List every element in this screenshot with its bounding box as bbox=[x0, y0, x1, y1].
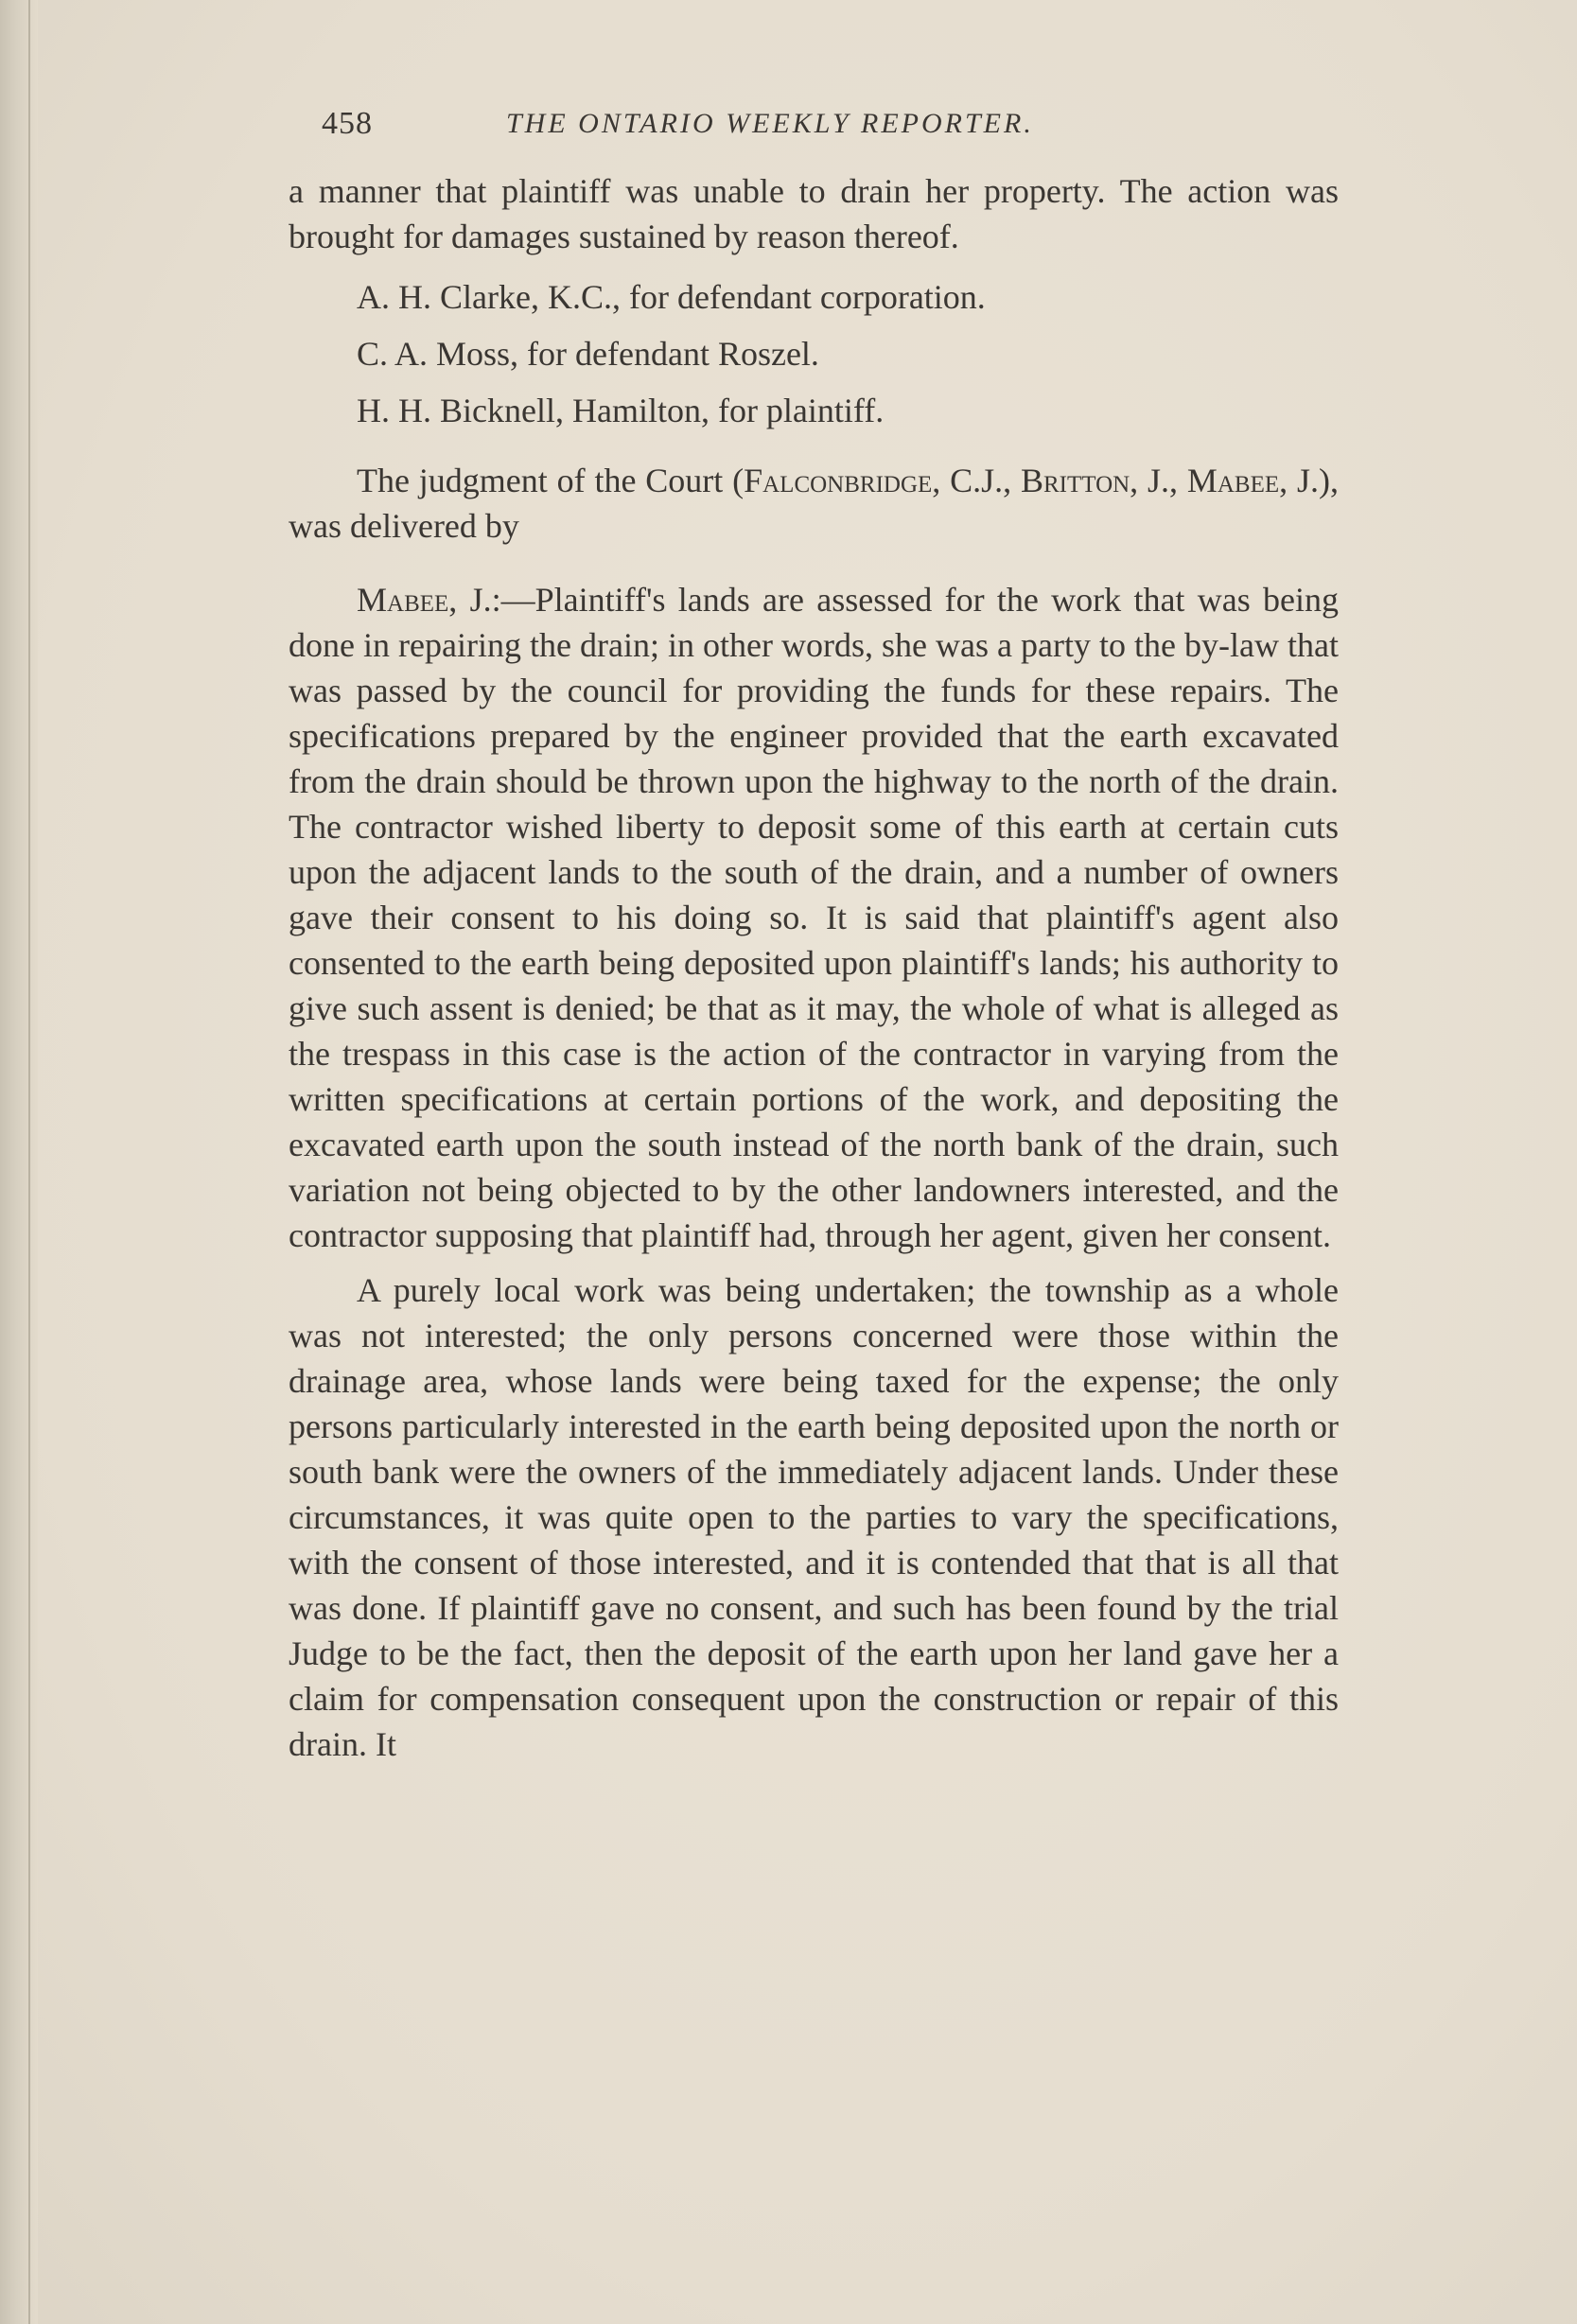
counsel-line-plaintiff: H. H. Bicknell, Hamilton, for plaintiff. bbox=[357, 392, 885, 429]
body-text bbox=[289, 168, 1339, 1767]
opinion-judge-name: Mabee, J. bbox=[357, 581, 492, 619]
page-number: 458 bbox=[322, 106, 373, 141]
binding-gutter-line bbox=[28, 0, 30, 2324]
opinion-paragraph-1 bbox=[289, 577, 1339, 1258]
continuation-paragraph: a manner that plaintiff was unable to drain her property. The action was brought for damages sustained by reason thereof. bbox=[289, 172, 1339, 255]
page-binding-edge bbox=[0, 0, 38, 2324]
running-head: THE ONTARIO WEEKLY REPORTER. bbox=[506, 108, 1034, 139]
opinion-separator: :— bbox=[491, 581, 535, 619]
counsel-line-defendant-corporation: A. H. Clarke, K.C., for defendant corporation. bbox=[357, 278, 986, 316]
judgment-intro-lead: The judgment of the Court ( bbox=[357, 462, 745, 499]
judgment-intro-tail: ), was delivered by bbox=[289, 462, 1339, 545]
opinion-paragraph-2: A purely local work was being undertaken; the township as a whole was not interested; the only persons concerned were those within the drainage area, whose lands were being taxed for the expense; the only persons particularly interested in the earth being deposited upon the north or south bank were the owners of the immediately adjacent lands. Under these circumstances, it was quite open to the parties to vary the specifications, with the consent of those interested, and it is contended that that is all that was done. If plaintiff gave no consent, and such has been found by the trial Judge to be the fact, then the deposit of the earth upon her land gave her a claim for compensation consequent upon the construction or repair of this drain. It bbox=[289, 1271, 1339, 1763]
opinion-paragraph-1-text: Plaintiff's lands are assessed for the work that was being done in repairing the drain; in other words, she was a party to the by-law that was passed by the council for providing the funds for these repairs. The specifications prepared by the engineer provided that the earth excavated from the drain should be thrown upon the highway to the north of the drain. The contractor wished liberty to deposit some of this earth at certain cuts upon the adjacent lands to the south of the drain, and a number of owners gave their consent to his doing so. It is said that plaintiff's agent also consented to the earth being deposited upon plaintiff's lands; his authority to give such assent is denied; be that as it may, the whole of what is alleged as the trespass in this case is the action of the contractor in varying from the written specifications at certain portions of the work, and depositing the excavated earth upon the south instead of the north bank of the drain, such variation not being objected to by the other landowners interested, and the contractor supposing that plaintiff had, through her agent, given her consent. bbox=[289, 581, 1339, 1254]
judgment-intro bbox=[289, 458, 1339, 549]
judgment-bench: Falconbridge, C.J., Britton, J., Mabee, J. bbox=[744, 462, 1319, 499]
page-header bbox=[322, 106, 1268, 153]
counsel-line-defendant-roszel: C. A. Moss, for defendant Roszel. bbox=[357, 335, 819, 373]
